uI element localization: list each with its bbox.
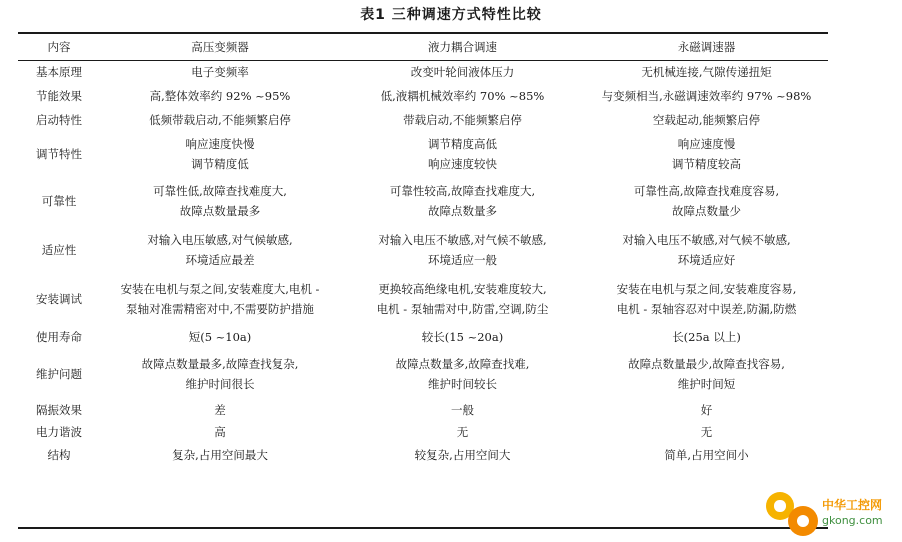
cell-text: 对输入电压不敏感,对气候不敏感, — [378, 233, 547, 247]
cell-text: 无 — [456, 425, 469, 439]
cell-text: 故障点数量最多 — [179, 204, 261, 218]
cell-text: 高 — [214, 425, 226, 439]
table-cell — [100, 350, 340, 398]
cell-text: 泵轴对准需精密对中,不需要防护措施 — [126, 302, 314, 316]
table-cell — [340, 60, 585, 84]
cell-text: 响应速度较快 — [428, 157, 497, 171]
table-cell — [340, 350, 585, 398]
table-cell — [100, 422, 340, 442]
table-cell — [100, 226, 340, 274]
row-label: 启动特性 — [36, 113, 82, 127]
table-cell — [585, 108, 828, 132]
table-cell — [100, 108, 340, 132]
cell-text: 故障点数量少 — [672, 204, 741, 218]
row-label: 使用寿命 — [36, 330, 82, 344]
header-cell: 液力耦合调速 — [428, 40, 497, 54]
cell-text: 更换较高绝缘电机,安装难度较大, — [378, 282, 547, 296]
table-cell — [100, 274, 340, 324]
cell-text: 短(5 ~10a) — [188, 330, 252, 344]
table-cell — [585, 84, 828, 108]
table-row — [18, 274, 828, 324]
watermark-domain: gkong.com — [822, 514, 883, 527]
cell-text: 可靠性低,故障查找难度大, — [153, 184, 287, 198]
row-label: 隔振效果 — [36, 403, 82, 417]
header-cell: 永磁调速器 — [677, 40, 736, 54]
table-cell — [340, 132, 585, 176]
row-label: 结构 — [47, 448, 71, 462]
cell-text: 较长(15 ~20a) — [421, 330, 504, 344]
table-row — [18, 398, 828, 422]
header-cell: 内容 — [47, 40, 71, 54]
table-row — [18, 60, 828, 84]
table-cell — [340, 422, 585, 442]
cell-text: 低,液耦机械效率约 70% ~85% — [380, 89, 545, 103]
row-label: 基本原理 — [36, 65, 82, 79]
table-cell — [340, 108, 585, 132]
cell-text: 空载起动,能频繁启停 — [652, 113, 761, 127]
cell-text: 一般 — [451, 403, 474, 417]
table-cell — [585, 60, 828, 84]
table-body — [18, 60, 828, 468]
table-row — [18, 324, 828, 350]
table-cell — [340, 324, 585, 350]
cell-text: 安装在电机与泵之间,安装难度容易, — [616, 282, 797, 296]
cell-text: 调节精度较高 — [672, 157, 741, 171]
cell-text: 与变频相当,永磁调速效率约 97% ~98% — [601, 89, 812, 103]
table-cell — [585, 324, 828, 350]
row-label: 调节特性 — [36, 147, 82, 161]
table-row — [18, 176, 828, 226]
cell-text: 电机 - 泵轴需对中,防雷,空调,防尘 — [376, 302, 549, 316]
header-cell: 高压变频器 — [191, 40, 249, 54]
table-cell — [100, 176, 340, 226]
cell-text: 故障点数量多,故障查找难, — [395, 357, 530, 371]
table-title: 表1 三种调速方式特性比较 — [360, 7, 542, 23]
table-cell — [585, 226, 828, 274]
table-cell — [585, 274, 828, 324]
table-cell — [100, 442, 340, 468]
table-cell — [100, 84, 340, 108]
cell-text: 简单,占用空间小 — [664, 448, 749, 462]
cell-text: 调节精度高低 — [428, 137, 497, 151]
table-row — [18, 132, 828, 176]
cell-text: 故障点数量最少,故障查找容易, — [628, 357, 785, 371]
cell-text: 响应速度快慢 — [185, 137, 255, 151]
table-row — [18, 442, 828, 468]
cell-text: 维护时间短 — [677, 377, 736, 391]
cell-text: 长(25a 以上) — [672, 330, 741, 344]
cell-text: 无 — [700, 425, 713, 439]
cell-text: 低频带载启动,不能频繁启停 — [149, 113, 291, 127]
gear-icon — [788, 506, 818, 536]
cell-text: 调节精度低 — [191, 157, 249, 171]
table-cell — [340, 274, 585, 324]
table-cell — [340, 226, 585, 274]
cell-text: 维护时间很长 — [185, 377, 255, 391]
table-cell — [585, 350, 828, 398]
cell-text: 可靠性较高,故障查找难度大, — [389, 184, 536, 198]
table-cell — [585, 422, 828, 442]
table-cell — [585, 176, 828, 226]
table-cell — [100, 60, 340, 84]
table-cell — [340, 398, 585, 422]
cell-text: 改变叶轮间液体压力 — [410, 65, 515, 79]
table-cell — [100, 132, 340, 176]
row-label: 可靠性 — [41, 194, 77, 208]
watermark-name: 中华工控网 — [822, 498, 883, 512]
cell-text: 复杂,占用空间最大 — [172, 448, 268, 462]
row-label: 维护问题 — [36, 367, 82, 381]
table-row — [18, 84, 828, 108]
cell-text: 故障点数量最多,故障查找复杂, — [141, 357, 299, 371]
cell-text: 安装在电机与泵之间,安装难度大,电机 - — [120, 282, 320, 296]
table-cell — [100, 324, 340, 350]
row-label: 节能效果 — [36, 89, 82, 103]
cell-text: 对输入电压不敏感,对气候不敏感, — [622, 233, 791, 247]
cell-text: 可靠性高,故障查找难度容易, — [633, 184, 780, 198]
table-cell — [585, 398, 828, 422]
table-row — [18, 108, 828, 132]
table-bottom-rule — [18, 527, 828, 529]
cell-text: 环境适应好 — [677, 253, 736, 267]
cell-text: 好 — [700, 403, 713, 417]
table-cell — [340, 176, 585, 226]
table-cell — [340, 84, 585, 108]
table-row — [18, 422, 828, 442]
cell-text: 环境适应最差 — [185, 253, 255, 267]
cell-text: 故障点数量多 — [428, 204, 497, 218]
cell-text: 无机械连接,气隙传递扭矩 — [641, 65, 772, 79]
cell-text: 差 — [214, 403, 226, 417]
watermark-logo — [766, 486, 902, 540]
table-cell — [340, 442, 585, 468]
row-label: 电力谐波 — [36, 425, 82, 439]
table-cell — [585, 442, 828, 468]
row-label: 安装调试 — [36, 292, 82, 306]
table-cell — [100, 398, 340, 422]
cell-text: 环境适应一般 — [428, 253, 497, 267]
table-row — [18, 226, 828, 274]
cell-text: 维护时间较长 — [428, 377, 497, 391]
table-header-row — [18, 34, 828, 60]
cell-text: 对输入电压敏感,对气候敏感, — [147, 233, 293, 247]
cell-text: 电机 - 泵轴容忍对中误差,防漏,防燃 — [616, 302, 797, 316]
cell-text: 电子变频率 — [191, 65, 249, 79]
row-label: 适应性 — [41, 243, 77, 257]
comparison-table — [18, 34, 828, 468]
cell-text: 高,整体效率约 92% ~95% — [149, 89, 291, 103]
table-row — [18, 350, 828, 398]
cell-text: 带载启动,不能频繁启停 — [403, 113, 522, 127]
cell-text: 响应速度慢 — [677, 137, 736, 151]
table-cell — [585, 132, 828, 176]
cell-text: 较复杂,占用空间大 — [414, 448, 511, 462]
